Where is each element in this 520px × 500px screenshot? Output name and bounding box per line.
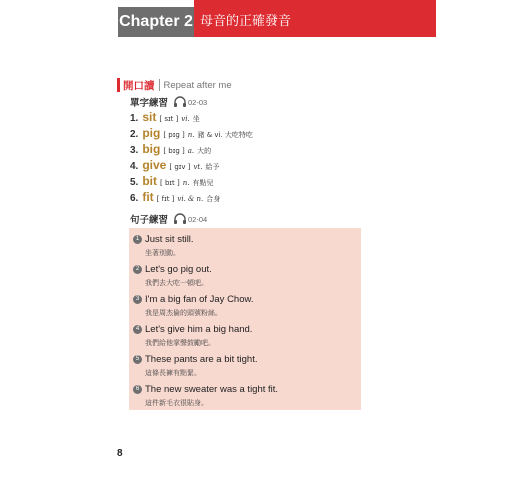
word-ipa: [ bɪg ] <box>163 147 185 155</box>
word-item <box>130 142 253 158</box>
chapter-title: 母音的正確發音 <box>200 14 292 29</box>
sentence-english: These pants are a bit tight. <box>145 353 258 365</box>
word-item <box>130 174 253 190</box>
word-meaning: 給予 <box>205 163 220 171</box>
word-text: sit <box>142 110 157 124</box>
sentence-number-badge: 5 <box>133 355 142 364</box>
word-ipa: [ sɪt ] <box>159 115 179 123</box>
section-title: 開口讀 <box>123 79 155 92</box>
word-number: 4. <box>130 161 139 172</box>
word-meaning: 坐 <box>192 115 200 123</box>
word-item <box>130 190 253 206</box>
headphone-icon[interactable] <box>173 213 187 225</box>
word-ipa: [ pɪg ] <box>163 131 185 139</box>
word-item <box>130 158 253 174</box>
chapter-title-band <box>194 7 436 37</box>
word-meaning: 合身 <box>206 195 221 203</box>
sentence-item <box>133 382 278 408</box>
word-pos: vt. <box>193 163 203 171</box>
word-number: 1. <box>130 113 139 124</box>
sentence-number-badge: 1 <box>133 235 142 244</box>
sentence-english: Let's go pig out. <box>145 263 212 275</box>
sentence-practice-label: 句子練習 <box>130 215 169 226</box>
sentence-number-badge: 3 <box>133 295 142 304</box>
sentence-number-badge: 2 <box>133 265 142 274</box>
section-subtitle: Repeat after me <box>163 79 232 91</box>
word-track-number: 02-03 <box>188 97 208 107</box>
word-text: bit <box>142 174 158 188</box>
chapter-number: Chapter 2 <box>118 7 194 37</box>
word-text: give <box>142 158 167 172</box>
sentence-item <box>133 352 257 378</box>
word-meaning: 大的 <box>197 147 212 155</box>
sentence-chinese: 我們給他掌聲鼓勵吧。 <box>145 339 215 347</box>
word-ipa: [ bɪt ] <box>160 179 180 187</box>
word-pos: vi. & n. <box>177 195 204 203</box>
word-pos: n. <box>187 131 195 139</box>
sentence-box <box>129 228 361 410</box>
word-number: 3. <box>130 145 139 156</box>
word-meaning: 有點兒 <box>192 179 214 187</box>
word-text: big <box>142 142 161 156</box>
word-practice-heading <box>130 95 207 109</box>
section-marker <box>117 78 120 92</box>
word-number: 5. <box>130 177 139 188</box>
section-heading <box>117 77 232 93</box>
sentence-item <box>133 232 194 258</box>
word-ipa: [ gɪv ] <box>169 163 191 171</box>
word-item <box>130 110 253 126</box>
sentence-item <box>133 322 252 348</box>
word-pos: a. <box>187 147 195 155</box>
sentence-chinese: 坐著別動。 <box>145 249 180 257</box>
page-number: 8 <box>117 448 123 459</box>
word-list <box>130 110 253 206</box>
sentence-track-number: 02-04 <box>188 214 208 224</box>
word-practice-label: 單字練習 <box>130 98 169 109</box>
word-text: pig <box>142 126 161 140</box>
word-item <box>130 126 253 142</box>
sentence-item <box>133 262 212 288</box>
sentence-chinese: 我們去大吃一頓吧。 <box>145 279 208 287</box>
headphone-icon[interactable] <box>173 96 187 108</box>
sentence-english: I'm a big fan of Jay Chow. <box>145 293 254 305</box>
sentence-practice-heading <box>130 212 207 226</box>
word-number: 6. <box>130 193 139 204</box>
section-divider <box>159 79 160 91</box>
sentence-number-badge: 4 <box>133 325 142 334</box>
sentence-english: Just sit still. <box>145 233 194 245</box>
word-text: fit <box>142 190 154 204</box>
sentence-item <box>133 292 253 318</box>
word-meaning: 豬 & vi. 大吃特吃 <box>197 131 253 139</box>
word-pos: n. <box>182 179 190 187</box>
sentence-english: The new sweater was a tight fit. <box>145 383 279 395</box>
sentence-english: Let's give him a big hand. <box>145 323 253 335</box>
word-number: 2. <box>130 129 139 140</box>
sentence-chinese: 這條長褲有點緊。 <box>145 369 201 377</box>
sentence-chinese: 這件新毛衣很貼身。 <box>145 399 208 407</box>
word-pos: vi. <box>181 115 190 123</box>
sentence-number-badge: 6 <box>133 385 142 394</box>
word-ipa: [ fɪt ] <box>156 195 175 203</box>
sentence-chinese: 我是周杰倫的頭號粉絲。 <box>145 309 222 317</box>
